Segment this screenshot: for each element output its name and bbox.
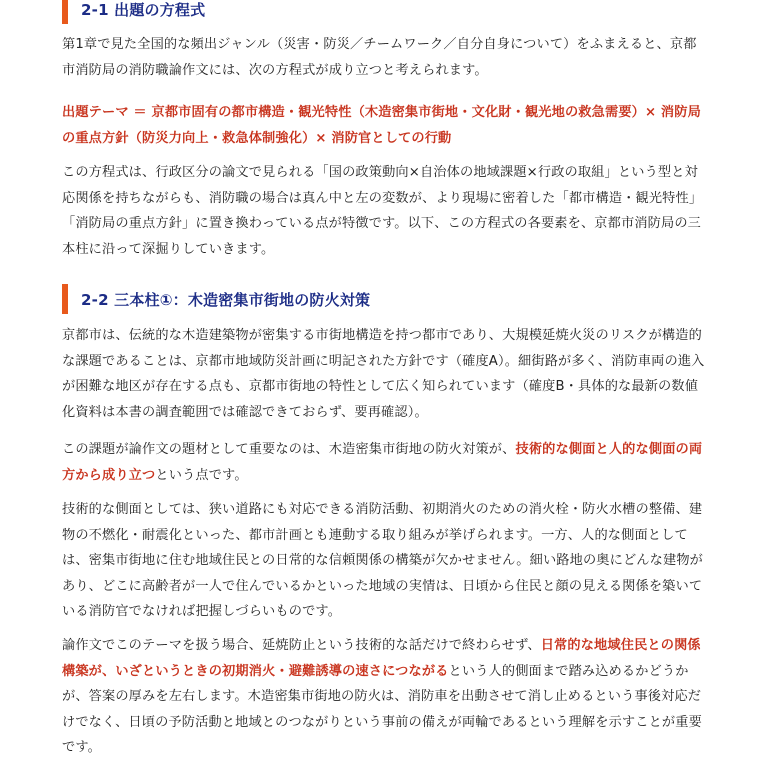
heading-accent-bar bbox=[62, 0, 68, 24]
heading-accent-bar bbox=[62, 284, 68, 314]
emphasis-text: 日常的な地域住民との関係構築が、いざというときの初期消火・避難誘導の速さにつながる bbox=[62, 638, 701, 679]
body-paragraph-1: 京都市は、伝統的な木造建築物が密集する市街地構造を持つ都市であり、大規模延焼火災のリスクが構造的な課題であることは、京都市地域防災計画に明記された方針です（確度A）。細街路が多く、消防車両の進入が困難な地区が存在する点も、京都市街地の特性として広く知られています（確度B・具体的な最新の数値化資料は本書の調査範囲では確認できておらず、要再確認）。 bbox=[62, 328, 705, 420]
body-paragraph-3: 技術的な側面としては、狭い道路にも対応できる消防活動、初期消火のための消火栓・防火水槽の整備、建物の不燃化・耐震化といった、都市計画とも連動する取り組みが挙げられます。一方、人的な側面としては、密集市街地に住む地域住民との日常的な信頼関係の構築が欠かせません。細い路地の奥にどんな建物があり、どこに高齢者が一人で住んでいるかといった地域の実情は、日頃から住民と顔の見える関係を築いている消防官でなければ把握しづらいものです。 bbox=[62, 502, 703, 619]
section-heading-2-1 bbox=[62, 0, 205, 24]
section-title: 2-1 出題の方程式 bbox=[81, 0, 206, 19]
explanation-paragraph: この方程式は、行政区分の論文で見られる「国の政策動向×自治体の地域課題×行政の取組」という型と対応関係を持ちながらも、消防職の場合は真ん中と左の変数が、より現場に密着した「都市構造・観光特性」「消防局の重点方針」に置き換わっている点が特徴です。以下、この方程式の各要素を、京都市消防局の三本柱に沿って深掘りしていきます。 bbox=[62, 165, 703, 257]
formula-paragraph: 出題テーマ ＝ 京都市固有の都市構造・観光特性（木造密集市街地・文化財・観光地の救急需要）× 消防局の重点方針（防災力向上・救急体制強化）× 消防官としての行動 bbox=[62, 105, 701, 146]
section-heading-2-2 bbox=[62, 284, 370, 314]
body-paragraph-4: 論作文でこのテーマを扱う場合、延焼防止という技術的な話だけで終わらせず、日常的な地域住民との関係構築が、いざというときの初期消火・避難誘導の速さにつながるという人的側面まで踏み込めるかどうかが、答案の厚みを左右します。木造密集市街地の防火は、消防車を出動させて消し止めるという事後対応だけでなく、日頃の予防活動と地域とのつながりという事前の備えが両輪であるという理解を示すことが重要です。 bbox=[62, 638, 702, 755]
intro-paragraph: 第1章で見た全国的な頻出ジャンル（災害・防災／チームワーク／自分自身について）をふまえると、京都市消防局の消防職論作文には、次の方程式が成り立つと考えられます。 bbox=[62, 37, 697, 78]
section-title: 2-2 三本柱①：木造密集市街地の防火対策 bbox=[81, 290, 371, 309]
emphasis-text: 技術的な側面と人的な側面の両方から成り立つ bbox=[62, 442, 703, 483]
body-paragraph-2: この課題が論作文の題材として重要なのは、木造密集市街地の防火対策が、技術的な側面と人的な側面の両方から成り立つという点です。 bbox=[62, 442, 703, 483]
